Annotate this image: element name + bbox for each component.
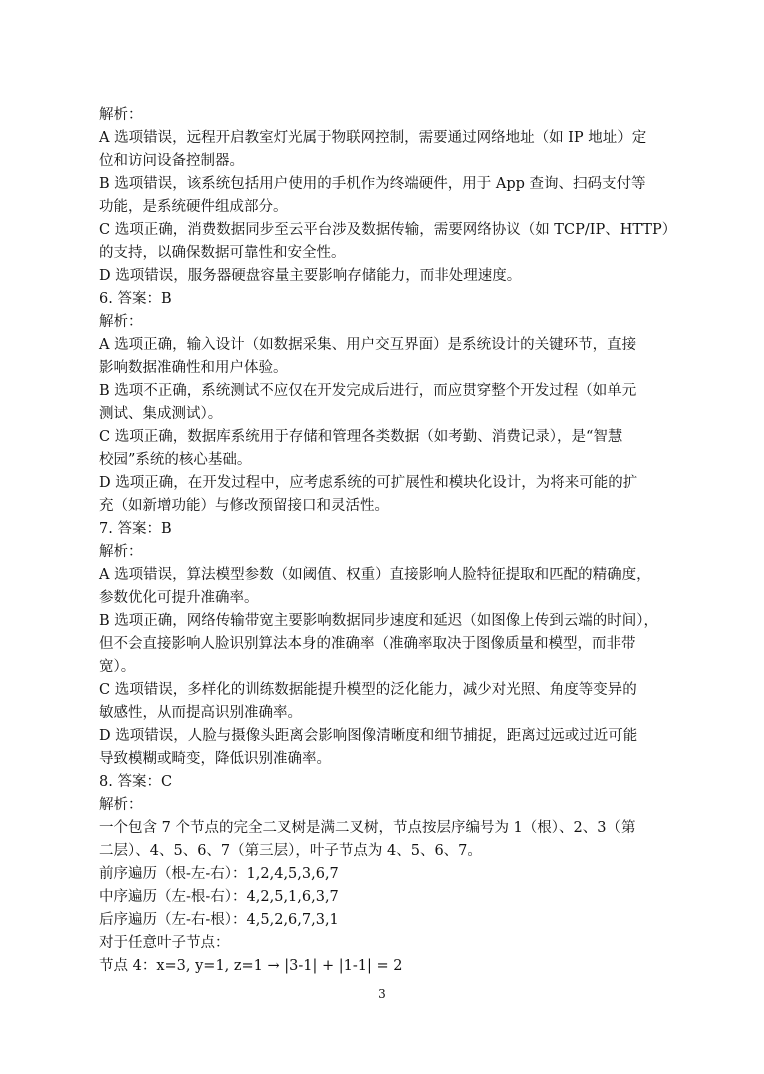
text-line: 的支持，以确保数据可靠性和安全性。 <box>99 245 346 261</box>
text-line: B 选项不正确，系统测试不应仅在开发完成后进行，而应贯穿整个开发过程（如单元 <box>99 383 637 399</box>
text-line: 导致模糊或畸变，降低识别准确率。 <box>99 751 331 767</box>
text-line: 一个包含 7 个节点的完全二叉树是满二叉树，节点按层序编号为 1（根）、2、3（第 <box>99 820 636 836</box>
text-line: D 选项正确，在开发过程中，应考虑系统的可扩展性和模块化设计，为将来可能的扩 <box>99 475 638 491</box>
text-line: 7. 答案：B <box>99 521 172 537</box>
text-line: D 选项错误，服务器硬盘容量主要影响存储能力，而非处理速度。 <box>99 268 522 284</box>
text-line: A 选项错误，远程开启教室灯光属于物联网控制，需要通过网络地址（如 IP 地址）定 <box>99 130 647 146</box>
text-line: 解析： <box>99 797 143 813</box>
text-line: 参数优化可提升准确率。 <box>99 590 259 606</box>
text-line: 解析： <box>99 107 143 123</box>
text-line: C 选项正确，数据库系统用于存储和管理各类数据（如考勤、消费记录），是“智慧 <box>99 429 623 445</box>
text-line: 位和访问设备控制器。 <box>99 153 244 169</box>
text-line: 功能，是系统硬件组成部分。 <box>99 199 288 215</box>
text-line: B 选项正确，网络传输带宽主要影响数据同步速度和延迟（如图像上传到云端的时间）， <box>99 613 659 629</box>
text-line: B 选项错误，该系统包括用户使用的手机作为终端硬件，用于 App 查询、扫码支付等 <box>99 176 646 192</box>
text-line: 6. 答案：B <box>99 291 172 307</box>
text-line: 充（如新增功能）与修改预留接口和灵活性。 <box>99 498 389 514</box>
text-line: C 选项错误，多样化的训练数据能提升模型的泛化能力，减少对光照、角度等变异的 <box>99 682 637 698</box>
text-line: 但不会直接影响人脸识别算法本身的准确率（准确率取决于图像质量和模型，而非带 <box>99 636 636 652</box>
text-line: 敏感性，从而提高识别准确率。 <box>99 705 302 721</box>
text-line: 解析： <box>99 544 143 560</box>
text-line: 前序遍历（根-左-右）：1,2,4,5,3,6,7 <box>99 866 339 882</box>
text-line: 校园”系统的核心基础。 <box>99 452 252 468</box>
page-number: 3 <box>378 987 386 1001</box>
text-line: 解析： <box>99 314 143 330</box>
text-line: 后序遍历（左-右-根）：4,5,2,6,7,3,1 <box>99 912 339 928</box>
answer-analysis-text <box>99 104 677 978</box>
text-line: A 选项错误，算法模型参数（如阈值、权重）直接影响人脸特征提取和匹配的精确度， <box>99 567 651 583</box>
text-line: 宽）。 <box>99 659 136 675</box>
text-line: D 选项错误，人脸与摄像头距离会影响图像清晰度和细节捕捉，距离过远或过近可能 <box>99 728 638 744</box>
text-line: 8. 答案：C <box>99 774 173 790</box>
text-line: 对于任意叶子节点： <box>99 935 230 951</box>
text-line: 节点 4：x=3, y=1, z=1 → |3-1| + |1-1| = 2 <box>99 958 403 974</box>
text-line: 二层）、4、5、6、7（第三层），叶子节点为 4、5、6、7。 <box>99 843 482 859</box>
text-line: A 选项正确，输入设计（如数据采集、用户交互界面）是系统设计的关键环节，直接 <box>99 337 637 353</box>
text-line: 中序遍历（左-根-右）：4,2,5,1,6,3,7 <box>99 889 339 905</box>
text-line: C 选项正确，消费数据同步至云平台涉及数据传输，需要网络协议（如 TCP/IP、HTTP） <box>99 222 677 238</box>
text-line: 测试、集成测试）。 <box>99 406 223 422</box>
text-line: 影响数据准确性和用户体验。 <box>99 360 288 376</box>
